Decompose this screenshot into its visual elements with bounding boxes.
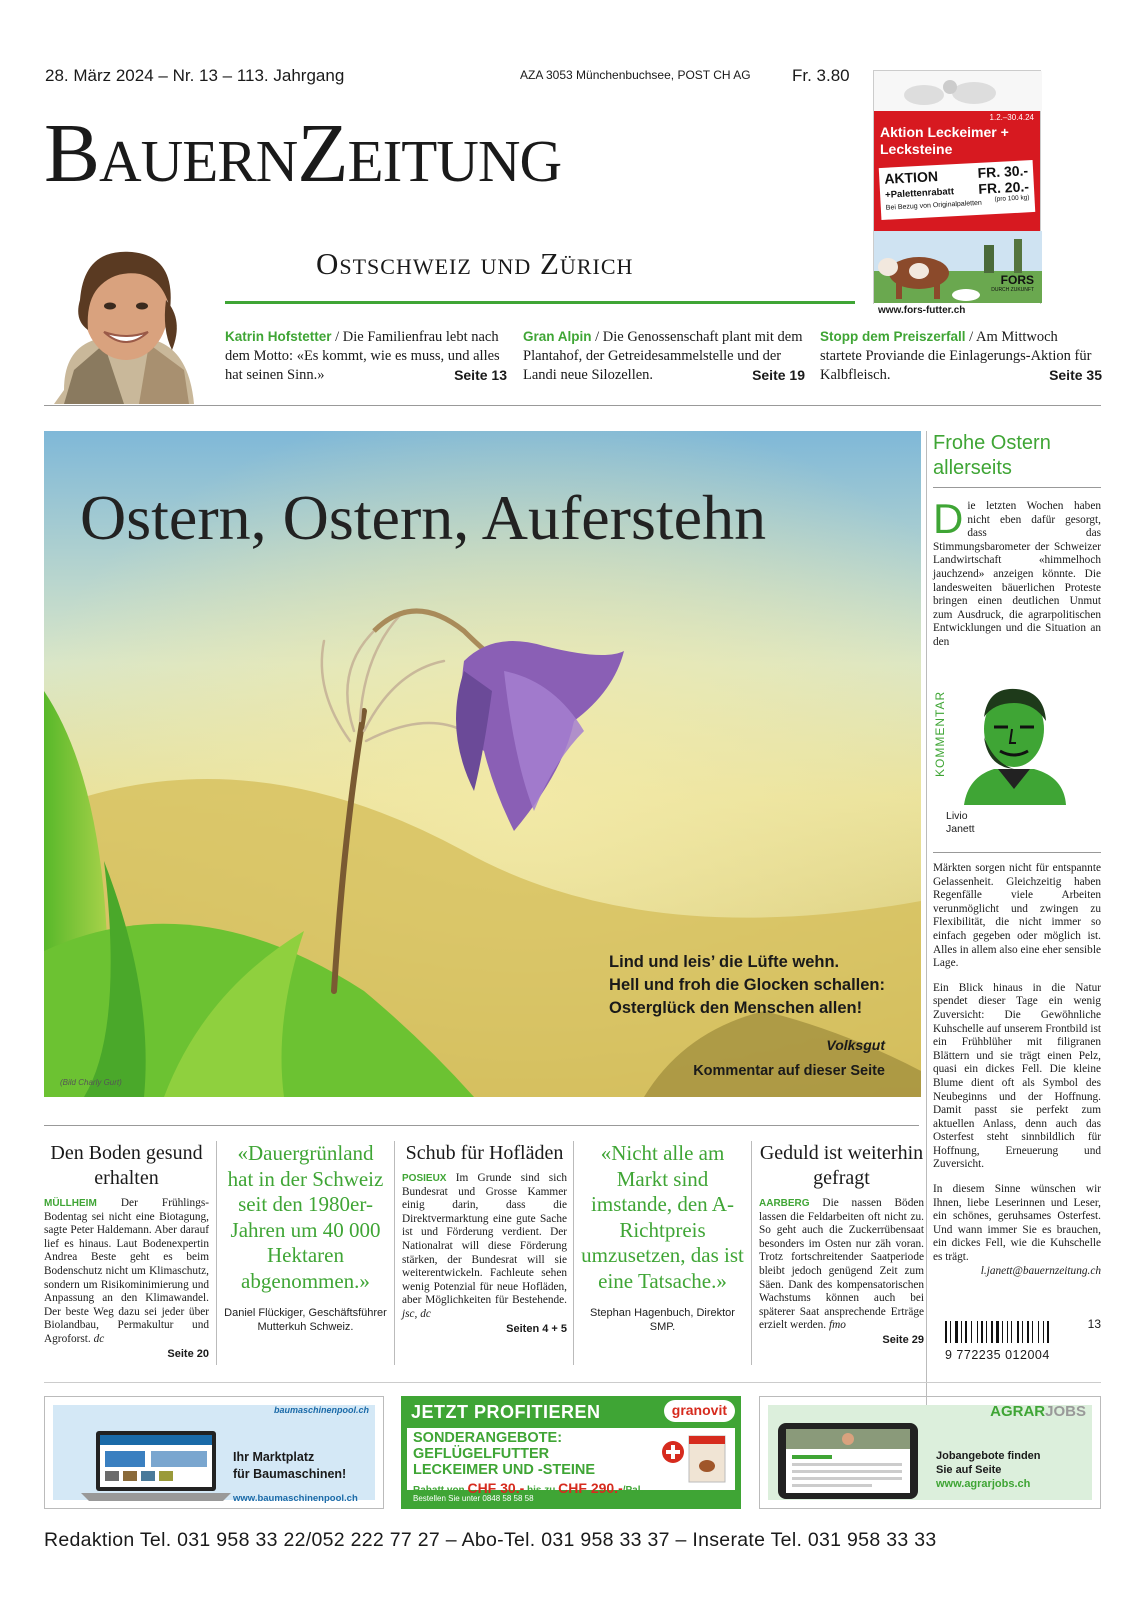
issue-date-line: 28. März 2024 – Nr. 13 – 113. Jahrgang (45, 66, 345, 85)
feed-bucket-icon (659, 1426, 729, 1490)
kommentar-column (933, 431, 1101, 650)
article-page[interactable]: Seite 29 (882, 1333, 924, 1346)
aza-line: AZA 3053 Münchenbuchsee, POST CH AG (520, 68, 751, 82)
ad-brand-sub: DURCH ZUKUNFT (991, 287, 1034, 293)
ad-dates: 1.2.–30.4.24 (989, 113, 1034, 122)
masthead-region: Ostschweiz und Zürich (316, 246, 634, 281)
verse-source: Volksgut (826, 1037, 885, 1053)
laptop-icon (81, 1431, 231, 1501)
tablet-icon (778, 1421, 922, 1501)
quote-flueckiger (223, 1141, 388, 1334)
ad-per: /Pal. (622, 1485, 644, 1496)
verse-line-3: Osterglück den Menschen allen! (609, 999, 863, 1017)
quote-text: «Nicht alle am Markt sind imstande, den A-Richtpreis umzusetzen, das ist eine Tatsache.» (581, 1141, 744, 1293)
article-location: MÜLLHEIM (44, 1198, 97, 1209)
hero-verse (609, 951, 885, 1020)
ad-offer (413, 1430, 595, 1478)
kommentar-para-1-text: ie letzten Wochen haben nicht eben dafür gesorgt, dass das Stimmungsbarometer der Schweizer Landwirtschaft «himmelhoch jauchzend» anzeigen könnte. Die landesweiten bäuerlichen Proteste bringen einen deutlichen Unmut zum Ausdruck, die agrarpolitischen Entwicklungen und die Situation an den (933, 500, 1101, 648)
quote-hagenbuch (580, 1141, 745, 1334)
verse-line-1: Lind und leis’ die Lüfte wehn. (609, 953, 840, 971)
article-sign: fmo (828, 1319, 846, 1332)
ad-brand-pill (664, 1400, 735, 1422)
ad-line-2: GEFLÜGELFUTTER (413, 1446, 550, 1462)
kommentar-email[interactable]: l.janett@bauernzeitung.ch (980, 1264, 1101, 1277)
teaser-preiszerfall[interactable]: Stopp dem Preiszerfall / Am Mittwoch startete Proviande die Einlagerungs-Aktion für Kalbfleisch. Seite 35 (820, 329, 1102, 383)
divider-ads (44, 1382, 1101, 1383)
barcode-number: 9 772235 012004 (945, 1348, 1050, 1362)
ad-brand: FORS (1000, 273, 1034, 287)
logo-jobs: JOBS (1045, 1403, 1086, 1420)
author-photo-livio-janett (954, 677, 1074, 805)
ad-fors-leckeimer[interactable] (873, 70, 1041, 316)
kommentar-para-3: Ein Blick hinaus in die Natur spendet dieser Tage ein wenig Zuversicht: Die Gewöhnliche Kuhschelle auf unserem Frontbild ist ein Frühblüher mit filigranen Blättern und sie trägt einen Pelz, quasi ein dickes Fell. Die kleine Blume dient oft als Symbol des Neubeginns und der Hoffnung. Damit passt sie perfekt zum aktuellen Anlass, denn auch das Osterfest steht sinnbildlich für Hoffnung, Erneuerung und Zuversicht. (933, 981, 1101, 1171)
column-separator (751, 1141, 752, 1365)
teaser-katrin-hofstetter[interactable]: Katrin Hofstetter / Die Familienfrau lebt nach dem Motto: «Es kommt, wie es muss, und alles hat seinen Sinn.» Seite 13 (225, 329, 507, 383)
kommentar-author (946, 810, 975, 836)
ad-price2: CHF 290.- (558, 1480, 623, 1496)
kommentar-title[interactable]: Frohe Ostern allerseits (933, 432, 1051, 479)
kommentar-link[interactable]: Kommentar auf dieser Seite (693, 1063, 885, 1079)
ad-rabatt: +Palettenrabatt (884, 186, 955, 201)
ad-logo (990, 1403, 1086, 1420)
teaser-page[interactable]: Seite 13 (454, 367, 507, 383)
ad-bezug: Bei Bezug von Originalpaletten (885, 199, 983, 212)
ad-rabatt-pre: Rabatt von (413, 1485, 465, 1496)
ad-baumaschinenpool[interactable] (44, 1396, 384, 1509)
barcode-bars (945, 1321, 1073, 1343)
article-body (759, 1197, 924, 1333)
article-sign: jsc, dc (402, 1307, 431, 1320)
teaser-kicker: Gran Alpin (523, 329, 592, 344)
kommentar-para-1 (933, 495, 1101, 650)
ad-line-1: Ihr Marktplatz (233, 1450, 315, 1464)
teaser-page[interactable]: Seite 19 (752, 367, 805, 383)
article-location: AARBERG (759, 1198, 810, 1209)
article-hoflaeden[interactable] (402, 1141, 567, 1335)
price-label: Fr. 3.80 (792, 66, 850, 85)
logo-agrar: AGRAR (990, 1403, 1046, 1420)
ad-price-panel (879, 160, 1036, 220)
ad-price2: FR. 20.- (977, 178, 1030, 197)
ad-line-2: Sie auf Seite (936, 1464, 1002, 1476)
barcode (945, 1317, 1101, 1362)
ad-price1: CHF 30.- (467, 1480, 525, 1496)
author-last-name: Janett (946, 823, 975, 835)
article-text: Die nassen Böden lassen die Feldarbeiten oft nicht zu. So geht auch die Zuckerrübensaat besonders im Osten nur zäh voran. Trotz fortschreitender Saatperiode bleibt jedoch genügend Zeit zum Säen. Dank des kompensatorischen Wachstums können auch bei späterer Saat ansprechende Erträge erzielt werden. (759, 1197, 924, 1332)
teaser-kicker: Katrin Hofstetter (225, 329, 332, 344)
ad-cow-photo (874, 231, 1040, 303)
teaser-kicker: Stopp dem Preiszerfall (820, 329, 966, 344)
ad-banner: JETZT PROFITIEREN (411, 1402, 601, 1422)
ad-url[interactable]: www.baumaschinenpool.ch (233, 1493, 358, 1504)
footer-contacts: Redaktion Tel. 031 958 33 22/052 222 77 27 – Abo-Tel. 031 958 33 37 – Inserate Tel. 031 958 33 33 (44, 1529, 937, 1551)
article-body (402, 1172, 567, 1322)
ad-aktion: AKTION (883, 167, 939, 187)
quote-text: «Dauergrünland hat in der Schweiz seit den 1980er-Jahren um 40 000 Hektaren abgenommen.» (227, 1141, 384, 1293)
kommentar-label: KOMMENTAR (933, 690, 947, 777)
quote-author: Daniel Flückiger, Geschäftsführer Mutterkuh Schweiz. (224, 1307, 387, 1333)
article-title[interactable]: Schub für Hofläden (405, 1142, 564, 1164)
article-text: Der Frühlings-Bodentag sei nicht eine Biotagung, sagte Peter Haldemann. Aber darauf lief es hinaus. Laut Bodenexpertin Andrea Beste geht es beim Bodenschutz nicht um Klimaschutz, sondern um Risikominimierung und Anpassung an den Klimawandel. Der beste Weg dazu sei jeder über Biolandbau, Permakultur und Agroforst. (44, 1197, 209, 1345)
photo-credit: (Bild Charly Gurt) (60, 1078, 122, 1087)
ad-url[interactable]: www.agrarjobs.ch (936, 1478, 1031, 1490)
masthead-title[interactable]: BauernZeitung (44, 107, 562, 200)
article-location: POSIEUX (402, 1173, 447, 1184)
article-title[interactable]: Den Boden gesund erhalten (50, 1142, 203, 1189)
ad-cow-illustration (874, 71, 1040, 111)
author-first-name: Livio (946, 810, 968, 822)
column-separator (394, 1141, 395, 1365)
article-sign: dc (93, 1332, 105, 1345)
ad-text (936, 1449, 1041, 1491)
column-separator (573, 1141, 574, 1365)
article-text: Im Grunde sind sich Bundesrat und Grosse Kammer einig darin, dass die Direktvermarktung eine gute Sache ist und Förderung verdient. Der Nationalrat will diese Förderung stärken, der Bundesrat will sie weiterentwickeln. Fachleute sehen wenig Potenzial für neue Hofläden, aber Möglichkeiten für Bestehende. (402, 1172, 567, 1307)
ad-logo: baumaschinenpool.ch (273, 1405, 369, 1415)
kommentar-para-4: In diesem Sinne wünschen wir Ihnen, liebe Leserinnen und Leser, ein schönes, geruhsames Osterfest. Und wann immer Sie es brauchen, ein dickes Fell, wie die Kuhschelle es trägt. (933, 1183, 1101, 1264)
ad-line-2: für Baumaschinen! (233, 1467, 347, 1481)
article-title[interactable]: Geduld ist weiterhin gefragt (759, 1142, 924, 1189)
barcode-issue: 13 (1087, 1317, 1101, 1331)
ad-line-3: LECKEIMER UND -STEINE (413, 1462, 596, 1478)
article-page[interactable]: Seiten 4 + 5 (506, 1322, 567, 1335)
ad-granovit[interactable] (401, 1396, 741, 1509)
ad-agrarjobs[interactable] (759, 1396, 1101, 1509)
ad-text (233, 1449, 346, 1483)
ad-per: (pro 100 kg) (994, 194, 1030, 204)
divider-hero (44, 1125, 919, 1126)
ad-order: Bestellen Sie unter 0848 58 58 58 (413, 1494, 534, 1503)
teaser-gran-alpin[interactable]: Gran Alpin / Die Genossenschaft plant mit dem Plantahof, der Getreidesammelstelle und der Landi neue Silozellen. Seite 19 (523, 329, 805, 383)
quote-author: Stephan Hagenbuch, Direktor SMP. (590, 1307, 735, 1333)
article-body (44, 1197, 209, 1347)
article-boden[interactable] (44, 1141, 209, 1360)
hero-photo-pasqueflower[interactable] (44, 431, 921, 1097)
kommentar-rule (933, 487, 1101, 488)
ad-line-1: SONDERANGEBOTE: (413, 1430, 563, 1446)
ad-mid: bis zu (527, 1485, 556, 1496)
article-geduld[interactable] (759, 1141, 924, 1346)
teaser-text: Am Mittwoch startete Proviande die Einlagerungs-Aktion für Kalbfleisch. (820, 329, 1092, 383)
ad-price1: FR. 30.- (977, 162, 1029, 181)
ad-line-1: Jobangebote finden (936, 1450, 1041, 1462)
column-separator (926, 431, 927, 1411)
column-separator (216, 1141, 217, 1365)
kommentar-dropcap: D (933, 495, 964, 542)
hero-headline[interactable]: Ostern, Ostern, Auferstehn (80, 482, 767, 553)
teaser-page[interactable]: Seite 35 (1049, 367, 1102, 383)
kommentar-para-2: Märkten sorgen nicht für entspannte Gelassenheit. Gleichzeitig haben Regenfälle viele Arbeiten verunmöglicht und zwingen zu Flexibilität, die nicht immer so einfach gegeben oder möglich ist. Alles in allem also eine eher sensible Lage. (933, 862, 1101, 970)
kommentar-rule-2 (933, 852, 1101, 853)
teaser-text: Die Genossenschaft plant mit dem Plantahof, der Getreidesammelstelle und der Landi neue Silozellen. (523, 329, 803, 383)
teaser-text: Die Familienfrau lebt nach dem Motto: «Es kommt, wie es muss, und alles hat seinen Sinn.» (225, 329, 500, 383)
granovit-logo: granovit (671, 1402, 727, 1418)
divider-top (44, 405, 1101, 406)
verse-line-2: Hell und froh die Glocken schallen: (609, 976, 885, 994)
masthead-rule (225, 301, 855, 304)
ad-headline: Aktion Leckeimer + Lecksteine (880, 124, 1009, 157)
article-page[interactable]: Seite 20 (167, 1347, 209, 1360)
ad-url[interactable]: www.fors-futter.ch (874, 303, 1040, 318)
kommentar-body-continued (933, 862, 1101, 1278)
portrait-katrin-hofstetter[interactable] (44, 240, 207, 404)
